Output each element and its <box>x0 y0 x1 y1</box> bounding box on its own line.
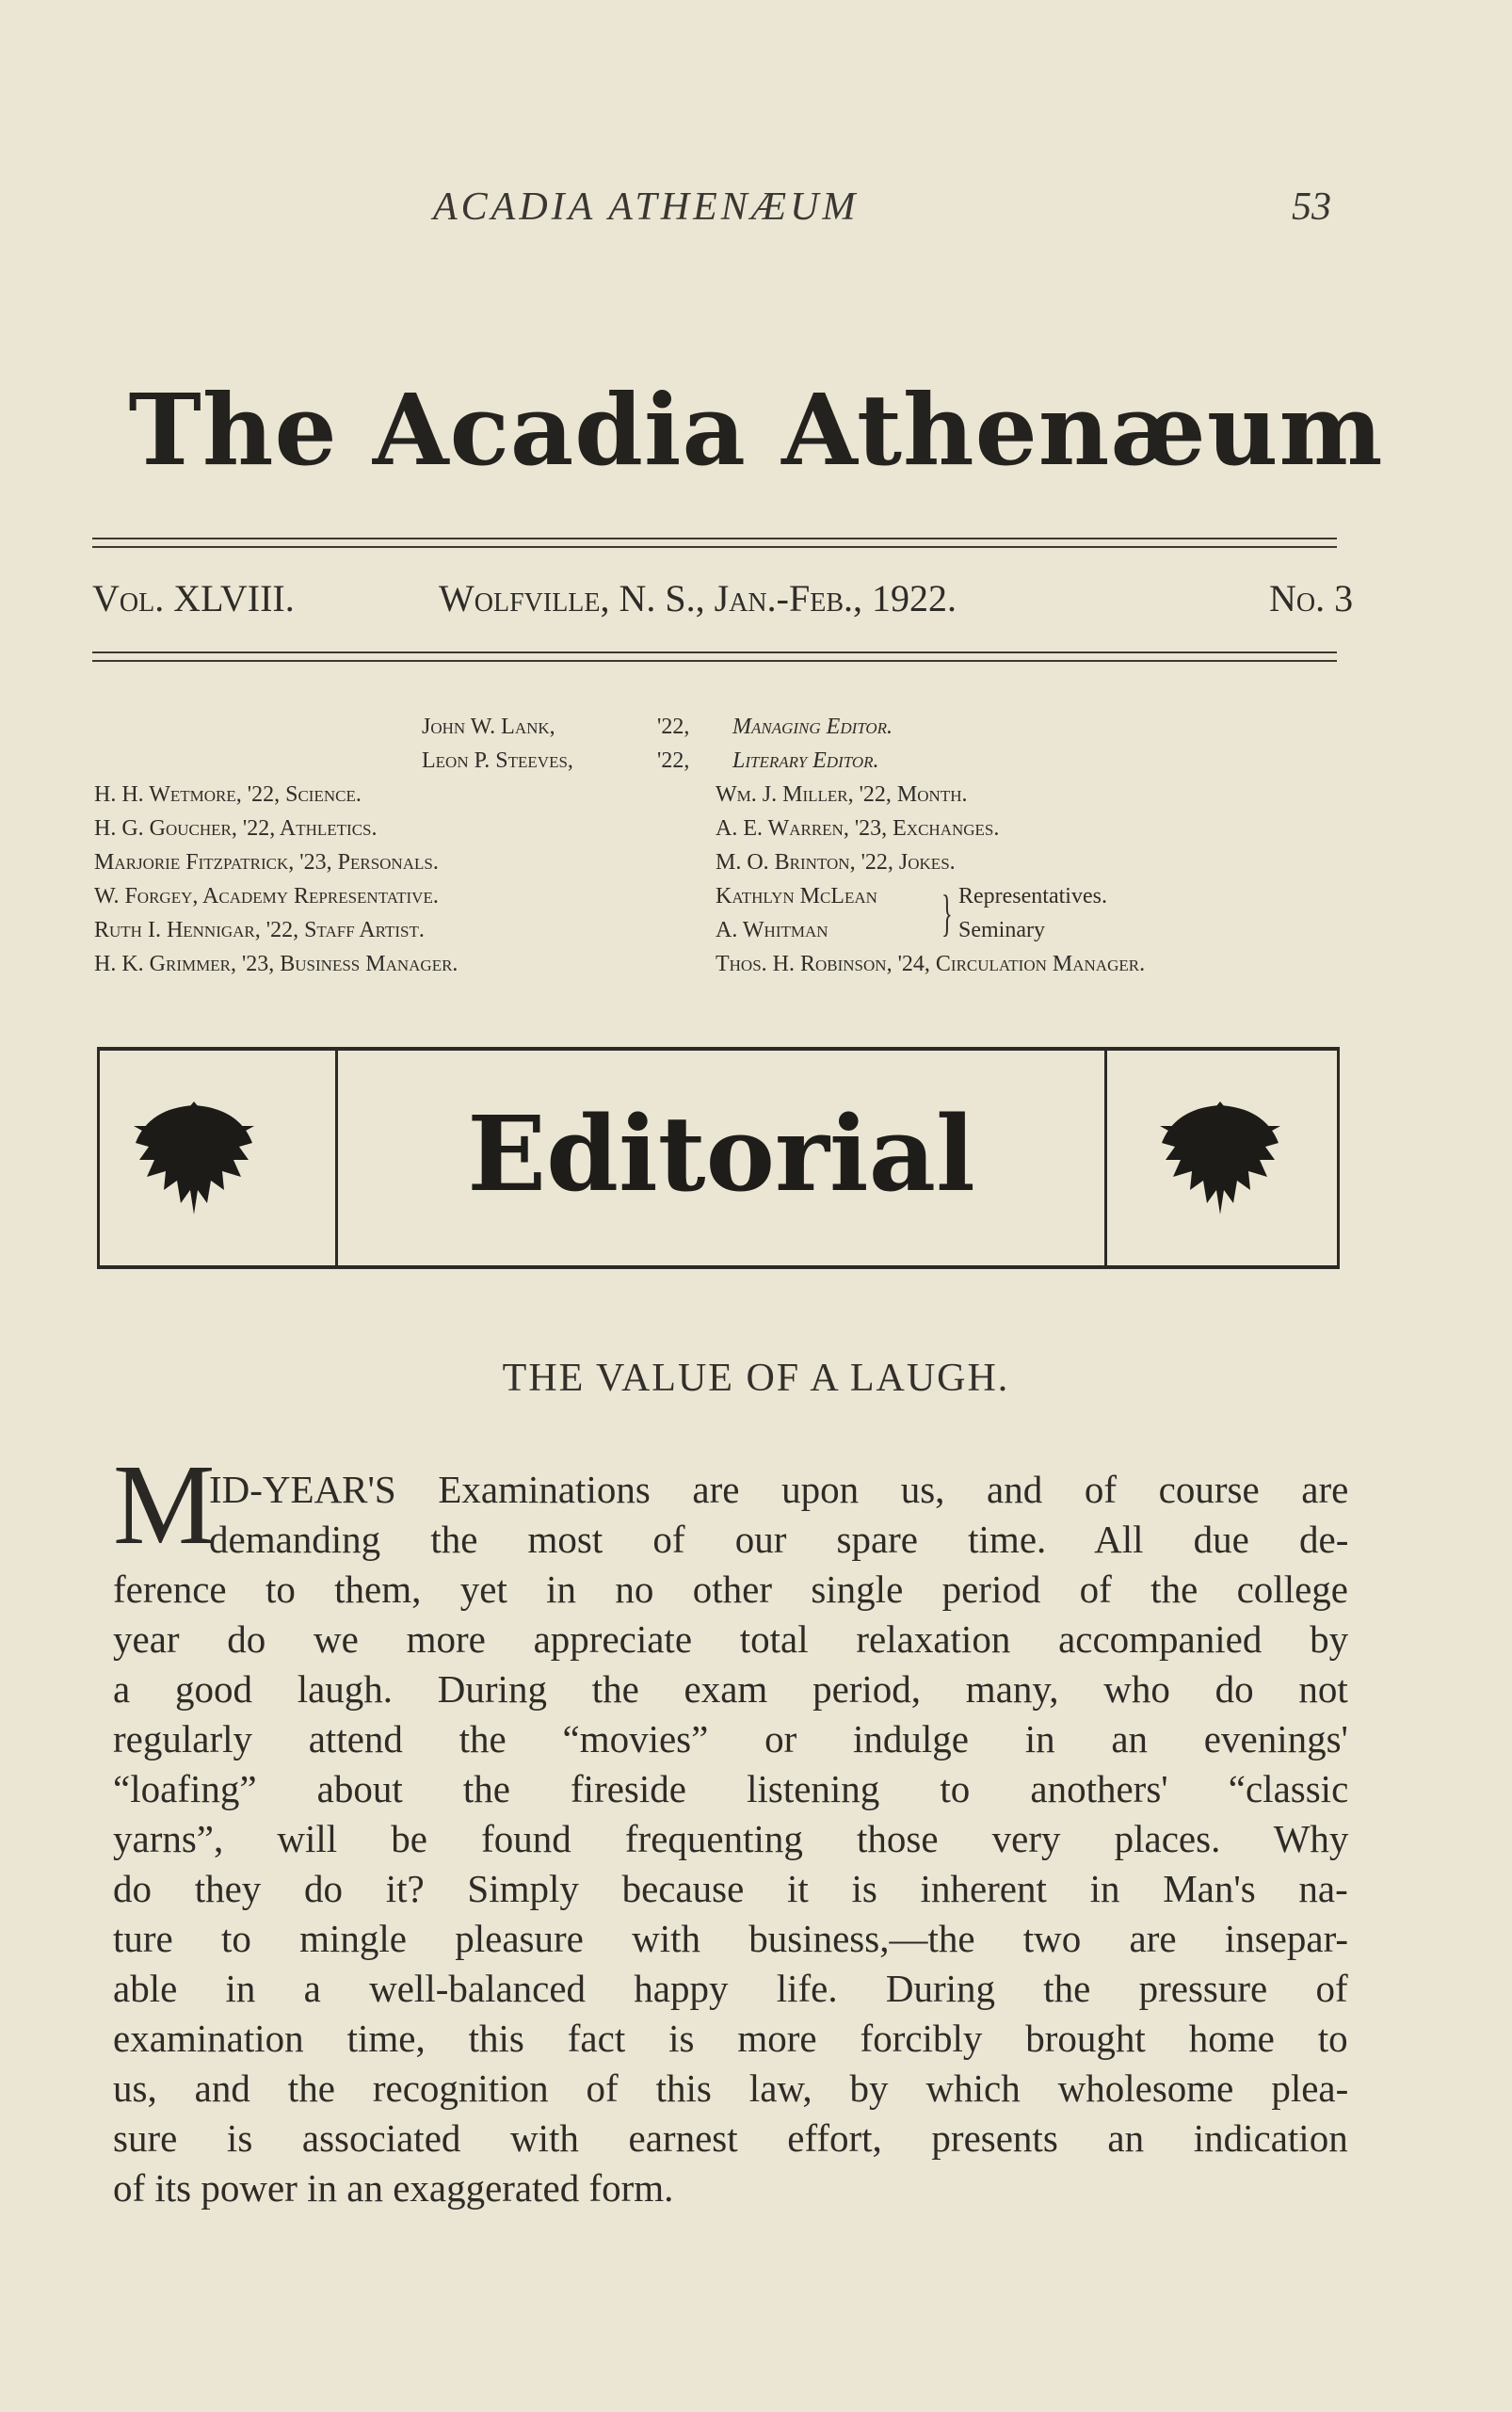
bracket-label-seminary: Seminary <box>958 918 1045 942</box>
staff-name: John W. Lank, <box>422 715 555 739</box>
staff-left-column <box>94 778 458 981</box>
masthead-title: The Acadia Athenæum <box>128 372 1384 488</box>
article-line: examination time, this fact is more forcibly brought home to <box>113 2017 1348 2060</box>
issue-line <box>92 576 1354 623</box>
article-line: a good laugh. During the exam period, many, who do not <box>113 1667 1348 1711</box>
staff-year: '22, <box>657 748 690 773</box>
staff-right-item: A. Whitman <box>716 918 828 942</box>
article-line: demanding the most of our spare time. All due de- <box>209 1518 1349 1561</box>
masthead-rule-bottom <box>92 546 1337 548</box>
drop-cap: M <box>113 1441 216 1568</box>
staff-right-item: Thos. H. Robinson, '24, Circulation Manager. <box>716 952 1146 976</box>
article-line: us, and the recognition of this law, by which wholesome plea- <box>113 2066 1349 2110</box>
staff-right-item: Kathlyn McLean <box>716 884 877 909</box>
article-line: of its power in an exaggerated form. <box>113 2166 674 2210</box>
issue-rule-top <box>92 651 1337 653</box>
article-line: year do we more appreciate total relaxation accompanied by <box>113 1617 1349 1661</box>
staff-right-item: M. O. Brinton, '22, Jokes. <box>716 850 956 875</box>
palm-ornament-icon <box>128 1098 260 1220</box>
page-number: 53 <box>1292 185 1331 229</box>
article-line: ture to mingle pleasure with business,—the two are insepar- <box>113 1917 1349 1960</box>
issue-rule-bottom <box>92 660 1337 662</box>
masthead-rule-top <box>92 538 1337 539</box>
bracket-label-representatives: Representatives. <box>958 884 1107 909</box>
staff-left-item: H. K. Grimmer, '23, Business Manager. <box>94 952 458 976</box>
staff-year: '22, <box>657 715 690 739</box>
article-line: ference to them, yet in no other single period of the college <box>113 1568 1348 1611</box>
article-title: THE VALUE OF A LAUGH. <box>502 1357 1010 1400</box>
volume-label: Vol. XLVIII. <box>92 577 295 619</box>
staff-left-item: Ruth I. Hennigar, '22, Staff Artist. <box>94 918 425 942</box>
running-header-title: ACADIA ATHENÆUM <box>433 185 860 229</box>
staff-right-item: A. E. Warren, '23, Exchanges. <box>716 816 1000 841</box>
article-line: do they do it? Simply because it is inherent in Man's na- <box>113 1867 1348 1910</box>
editorial-banner <box>97 1047 1340 1269</box>
brace-glyph: } <box>941 885 953 941</box>
article-line: “loafing” about the fireside listening to anothers' “classic <box>113 1767 1349 1810</box>
article-line: yarns”, will be found frequenting those very places. Why <box>113 1817 1349 1860</box>
article-line: ID-YEAR'S Examinations are upon us, and of course are <box>209 1468 1349 1511</box>
staff-name: Leon P. Steeves, <box>422 748 573 773</box>
staff-left-item: H. G. Goucher, '22, Athletics. <box>94 816 378 841</box>
article-line: regularly attend the “movies” or indulge in an evenings' <box>113 1717 1348 1761</box>
palm-ornament-icon <box>1154 1098 1286 1220</box>
staff-literary-editor <box>422 744 879 778</box>
staff-role: Managing Editor. <box>732 715 893 739</box>
staff-role: Literary Editor. <box>732 748 879 773</box>
article-line: able in a well-balanced happy life. During the pressure of <box>113 1967 1348 2010</box>
issue-number-label: No. 3 <box>1269 577 1354 619</box>
article-line: sure is associated with earnest effort, presents an indication <box>113 2116 1348 2160</box>
place-date-label: Wolfville, N. S., Jan.-Feb., 1922. <box>439 577 957 619</box>
staff-left-item: H. H. Wetmore, '22, Science. <box>94 782 362 807</box>
staff-right-item: Wm. J. Miller, '22, Month. <box>716 782 968 807</box>
staff-left-item: Marjorie Fitzpatrick, '23, Personals. <box>94 850 439 875</box>
editorial-heading: Editorial <box>467 1093 975 1214</box>
staff-left-item: W. Forgey, Academy Representative. <box>94 884 439 909</box>
staff-managing-editor <box>422 710 893 744</box>
